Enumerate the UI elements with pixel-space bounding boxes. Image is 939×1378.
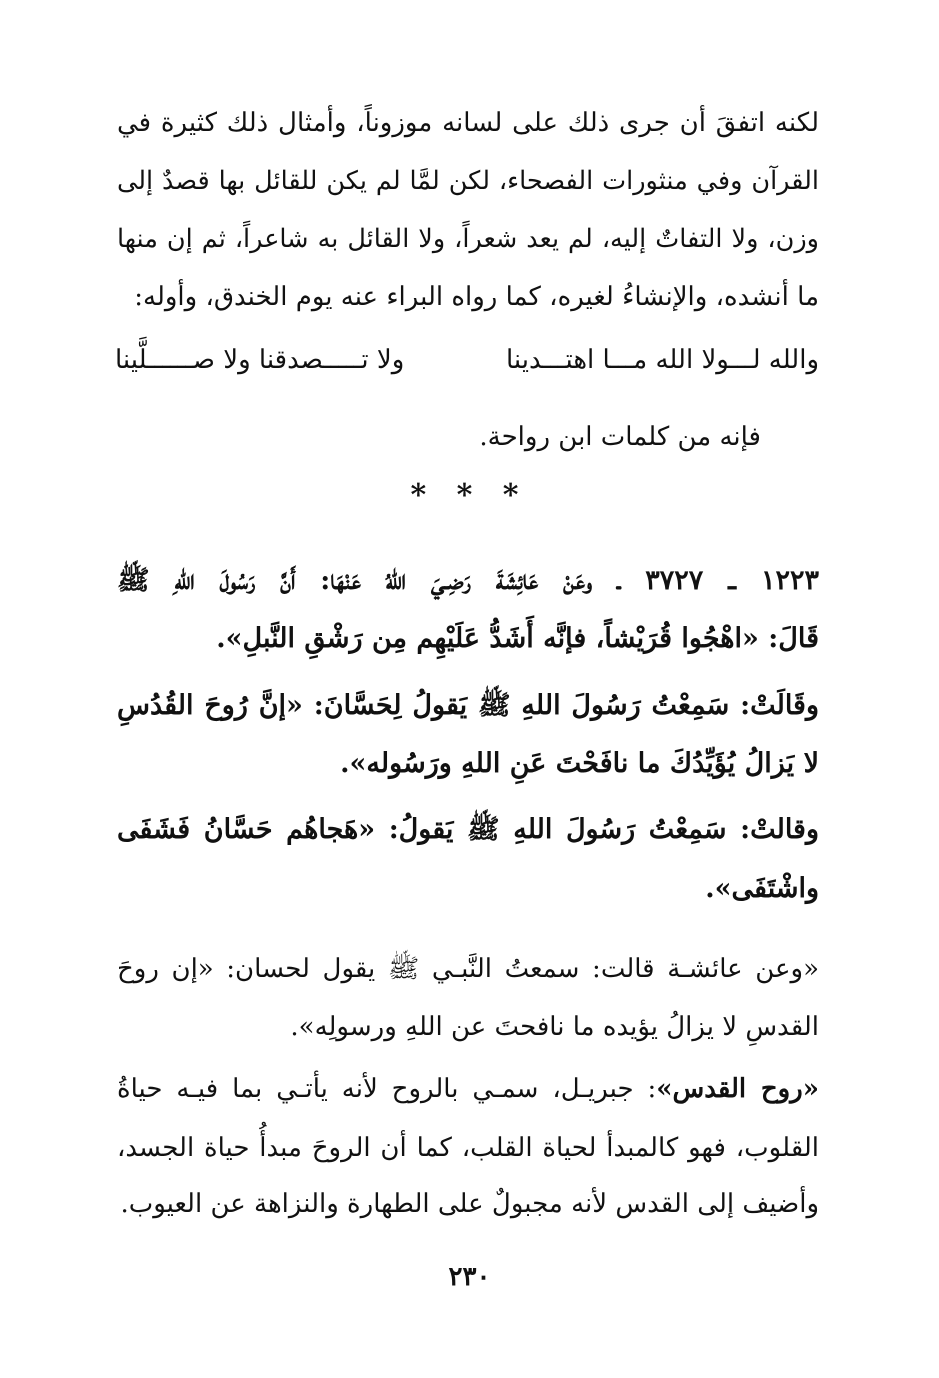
verse-attribution: فإنه من كلمات ابن رواحة.	[479, 422, 761, 452]
verse-first-hemistich: والله لـــولا الله مـــا اهتـــدينا	[505, 345, 819, 375]
hadith-line-6: واشْتَفَى».	[705, 873, 819, 904]
commentary-bottom-line-2: القدسِ لا يزالُ يؤيده ما نافحتَ عن اللهِ ورسولِه».	[290, 1012, 819, 1042]
hadith-line-5: وقالتْ: سَمِعْتُ رَسُولَ اللهِ ﷺ يَقولُ: «هَجاهُم حَسَّانُ فَشَفَى	[117, 814, 819, 845]
page-number: ٢٣٠	[448, 1262, 491, 1292]
verse-second-hemistich: ولا تـــــصدقنا ولا صــــــلَّينا	[115, 345, 405, 375]
commentary-line-4: ما أنشده، والإنشاءُ لغيره، كما رواه البراء عنه يوم الخندق، وأوله:	[134, 282, 819, 312]
commentary-line-2: القرآن وفي منثورات الفصحاء، لكن لمَّا لم يكن للقائل بها قصدٌ إلى	[117, 166, 819, 196]
hadith-line-2: قَالَ: «اهْجُوا قُرَيْشاً، فإنَّه أَشَدُّ عَلَيْهِم مِن رَشْقِ النَّبلِ».	[216, 623, 819, 654]
hadith-line-4: لا يَزالُ يُؤَيِّدُكَ ما نافَحْتَ عَنِ اللهِ ورَسُوله».	[340, 748, 819, 779]
commentary-bottom-line-5: وأضيف إلى القدس لأنه مجبولٌ على الطهارة والنزاهة عن العيوب.	[120, 1189, 819, 1219]
commentary-bottom-line-3: «روح القدس»: جبريـل، سمـي بالروح لأنه يأتـي بما فيـه حياةُ	[117, 1074, 819, 1104]
commentary-bottom-line-4: القلوب، فهو كالمبدأ لحياة القلب، كما أن الروحَ مبدأُ حياة الجسد،	[117, 1133, 819, 1163]
hadith-line-1: ١٢٢٣ ـ ٣٧٢٧ ـ وعَنْ عَائِشَةَ رَضِـيَ اللهُ عَنْهَا: أَنَّ رَسُولَ اللهِ ﷺ	[117, 565, 819, 596]
commentary-bottom-line-1: «وعن عائشـة قالت: سمعتُ النَّبـي ﷺ يقول لحسان: «إن روحَ	[117, 954, 819, 984]
hadith-line-3: وقَالَتْ: سَمِعْتُ رَسُولَ اللهِ ﷺ يَقولُ لِحَسَّانَ: «إنَّ رُوحَ القُدُسِ	[117, 690, 819, 721]
commentary-line-3: وزن، ولا التفاتٌ إليه، لم يعد شعراً، ولا القائل به شاعراً، ثم إن منها	[117, 224, 819, 254]
bold-term: «روح القدس»	[656, 1074, 819, 1104]
commentary-line-1: لكنه اتفقَ أن جرى ذلك على لسانه موزوناً، وأمثال ذلك كثيرة في	[117, 108, 819, 138]
section-separator: * * *	[410, 478, 529, 513]
